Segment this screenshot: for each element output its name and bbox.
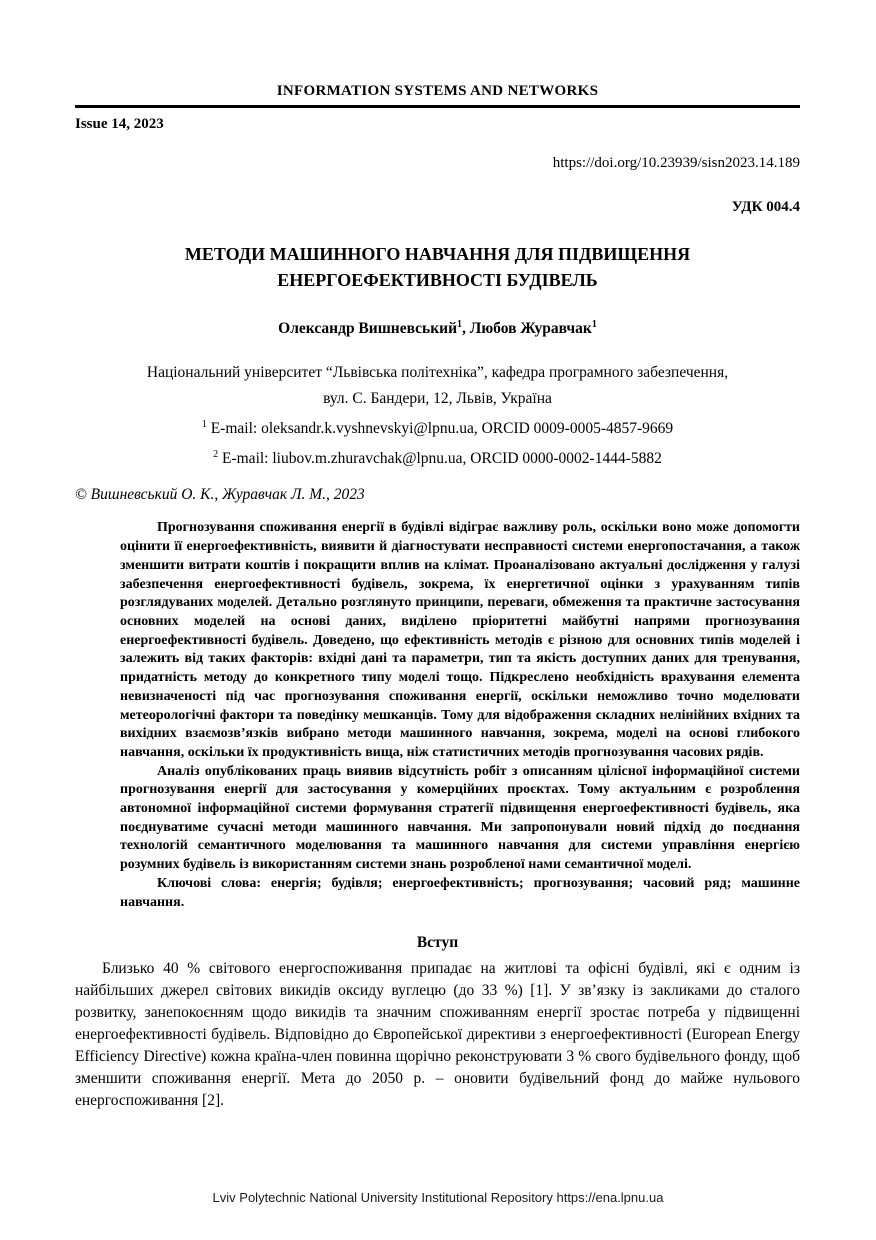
article-title: МЕТОДИ МАШИННОГО НАВЧАННЯ ДЛЯ ПІДВИЩЕННЯ ЕНЕРГОЕФЕКТИВНОСТІ БУДІВЕЛЬ [184,244,691,290]
journal-title: INFORMATION SYSTEMS AND NETWORKS [276,83,599,99]
contact-mark: 1 [201,419,207,431]
affiliation-block [75,360,800,472]
contact-email-1[interactable]: E-mail: oleksandr.k.vyshnevskyi@lpnu.ua, ORCID 0009-0005-4857-9669 [210,420,674,438]
contact-email-2[interactable]: E-mail: liubov.m.zhuravchak@lpnu.ua, ORCID 0000-0002-1444-5882 [222,450,662,468]
intro-paragraph: Близько 40 % світового енергоспоживання припадає на житлові та офісні будівлі, які є одним із найбільших джерел світових викидів оксиду вуглецю (до 33 %) [1]. У зв’язку із закликами до сталого розвитку, занепокоєнням щодо викидів та значним споживанням енергії зростає потреба у підвищенні енергоефективності будівель. Відповідно до Європейської директиви з енергоефективності (European Energy Efficiency Directive) кожна країна-член повинна щорічно реконструювати 3 % свого будівельного фонду, щоб зменшити споживання енергії. Мета до 2050 р. – оновити будівельний фонд до майже нульового енергоспоживання [2]. [75,960,800,1110]
contact-line-1 [75,412,800,442]
author-name: Любов Журавчак$^1$ [469,319,597,338]
copyright-line: © Вишневський О. К., Журавчак Л. М., 2023 [75,486,365,504]
doi-link[interactable]: https://doi.org/10.23939/sisn2023.14.189 [552,155,800,171]
keywords-line: Ключові слова: енергія; будівля; енергоефективність; прогнозування; часовий ряд; машинне навчання. [120,875,800,910]
repository-footer: Lviv Polytechnic National University Institutional Repository https://ena.lpnu.ua [212,1190,664,1205]
contact-line-2 [75,442,800,472]
issue-label: Issue 14, 2023 [75,116,164,132]
section-heading-vstup: Вступ [416,934,459,952]
udc-code: УДК 004.4 [731,199,800,215]
affiliation-line-1: Національний університет “Львівська політехніка”, кафедра програмного забезпечення, [146,364,729,382]
header-rule [75,105,800,108]
abstract-paragraph-1: Прогнозування споживання енергії в будівлі відіграє важливу роль, оскільки воно може допомогти оцінити її енергоефективність, виявити й діагностувати несправності системи енергопостачання, а також зменшити витрати коштів і покращити вплив на клімат. Проаналізовано актуальні дослідження у галузі забезпечення енергоефективності будівель, зокрема, їх енергетичної оцінки з урахуванням типів розглядуваних моделей. Детально розглянуто принципи, переваги, обмеження та практичне застосування основних моделей на основі даних, виділено пріоритетні майбутні напрями прогнозування енергоефективності будівель. Доведено, що ефективність методів є різною для основних типів моделей і залежить від таких факторів: вхідні дані та параметри, тип та якість доступних даних для тренування, придатність методу до конкретного типу моделі тощо. Підкреслено необхідність врахування елемента невизначеності під час прогнозування споживання енергії, оскільки неможливо точно моделювати метеорологічні фактори та поведінку мешканців. Тому для відображення складних нелінійних вхідних та вихідних взаємозв’язків вибрано методи машинного навчання, зокрема, моделі на основі глибокого навчання, оскільки їх продуктивність вища, ніж статистичних методів прогнозування часових рядів. [120,520,800,760]
abstract-paragraph-2: Аналіз опублікованих праць виявив відсутність робіт з описанням цілісної інформаційної системи прогнозування енергії для застосування у комерційних проєктах. Тому актуальним є розроблення автономної інформаційної системи формування стратегії підвищення енергоефективності будівель, яка поєднуватиме сучасні методи машинного навчання. Ми запропонували новий підхід до поєднання технологій семантичного моделювання та машинного навчання для системи управління енергією розумних будівель із використанням системи знань розробленої нами семантичної моделі. [120,763,800,873]
author-affiliation-mark: 1 [591,319,597,330]
author-affiliation-mark: 1 [457,319,463,330]
affiliation-line-2: вул. С. Бандери, 12, Львів, Україна [323,390,552,408]
abstract-block [120,519,800,912]
authors-separator: , [462,320,470,338]
contact-mark: 2 [213,449,219,461]
author-name: Олександр Вишневський$^1$ [278,319,463,338]
authors-line [75,319,800,338]
